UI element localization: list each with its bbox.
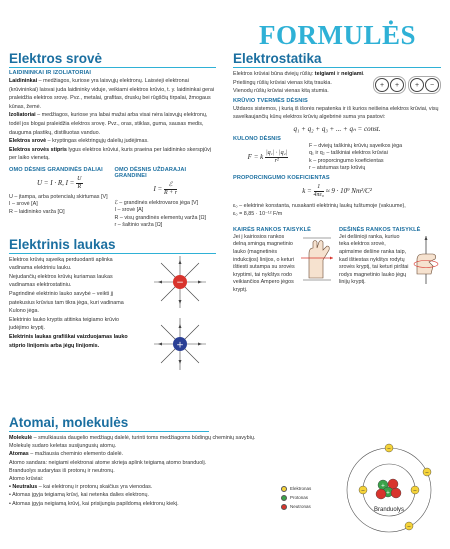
negative-charge-sign: − xyxy=(176,277,184,288)
atoms-line: Molekulė – smulkiausia daugelio medžiagų dalelė, turinti toms medžiagoms būdingų cheminių savybių. xyxy=(9,435,256,441)
charge-plus-icon: + xyxy=(390,78,404,92)
electric-field-block xyxy=(9,256,216,351)
conductors-paragraph: Laidininkai – medžiagos, kuriose yra laisvųjų elektronų. Laisvieji elektronai (krūvininkai) laisvai juda laidininky viduje, veikiami elektros krūvio, t. y. laidininkai gerai praleidžia elektros srovę. Pvz., metalai, grafitas, druskų bei rūgščių tirpalai, žmogaus kūnas, žemė. xyxy=(9,78,215,110)
right-hand-rule-heading: DEŠINĖS RANKOS TAISYKLĖ xyxy=(339,226,421,233)
epsilon-value: ε₀ = 8,85 · 10⁻¹² F/m xyxy=(233,211,283,218)
left-column xyxy=(9,52,216,350)
page-title: FORMULĖS xyxy=(258,20,416,50)
svg-text:−: − xyxy=(386,446,392,452)
charge-plus-icon: + xyxy=(375,78,389,92)
svg-text:+: + xyxy=(380,483,386,489)
coulomb-legend: F – dviejų taškinių krūvių sąveikos jėga q₁ ir q₂ – taškiniai elektros krūviai k – proporcingumo koeficientas r – atstumas tarp krūvių xyxy=(309,142,403,172)
left-hand-rule-heading: KAIRĖS RANKOS TAISYKLĖ xyxy=(233,226,311,233)
right-hand-icon xyxy=(411,234,441,286)
epsilon-definition: ε₀ – elektrinė konstanta, nusakanti elektrinių laukų tuštumoje (vakuume), xyxy=(233,202,406,209)
positive-charge-sign: + xyxy=(176,340,184,351)
svg-text:−: − xyxy=(412,488,418,494)
neutron-legend-icon xyxy=(281,504,287,510)
coulomb-formula: F = k $\frac{\text{|q₁| · |q₂|}}{\text{r²}}$ xyxy=(247,150,288,165)
atoms-text xyxy=(9,434,269,508)
right-hand-rule-text: Jei dešinioji ranka, kuriuo teka elektros srovė, apimsime dešine ranka taip, kad ištiestas nykštys rodytų srovės kryptį, tai keturi pirštai rodys magnetinio lauko jėgų linijų kryptį. xyxy=(339,233,409,286)
atom-diagram xyxy=(281,438,441,548)
nucleus xyxy=(376,479,401,499)
charge-pairs-illustration xyxy=(373,76,441,94)
ohm-partial-formula: U = I · R, I = $\frac{U}{R}$ xyxy=(36,175,82,190)
ohm-full-heading: OMO DĖSNIS UŽDARAJAI GRANDINEI xyxy=(114,166,187,179)
coulomb-block xyxy=(233,143,441,173)
ohm-full-formula: I = $\frac{\text{ℰ}}{R + r}$ xyxy=(153,181,178,196)
atoms-section xyxy=(9,415,441,530)
electron-legend-icon xyxy=(281,486,287,492)
electrostatics-heading: Elektrostatika xyxy=(233,52,441,68)
conservation-heading: KRŪVIO TVERMĖS DĖSNIS xyxy=(233,97,308,104)
ohm-full xyxy=(115,165,217,230)
electric-field-text: Elektros krūvių sąveiką perduodanti aplinka vadinama elektriniu lauku. Nejudančių elektros krūvių kuriamas laukas vadinamas elektrostatiniu. Pagrindinė elektrinio lauko savybė – veikti jį patekusius krūvius tam tikra jėga, kuri vadinama Kulono jėga. Elektrinio lauko kryptis atitinka teigiamo krūvio judėjimo kryptį. Elektrinis laukas grafiškai vaizduojamas lauko stiprio linijomis arba jėgų linijomis. xyxy=(9,256,128,349)
svg-text:+: + xyxy=(385,490,391,496)
svg-text:−: − xyxy=(406,524,412,530)
current-definition: Elektros srovė – kryptingas elektringųjų dalelių judėjimas. xyxy=(9,138,149,145)
left-hand-rule-text: Jei į kairiosios rankos delną smingą magnetinio lauko (magnetinės indukcijos) linijos, o keturi ištiesti sutampa su srovės kryptimi, tai nykštys rodo veikiančios Ampero jėgos kryptį. xyxy=(233,233,295,293)
ohm-laws xyxy=(9,165,216,230)
proportionality-formula: k = $\frac{1}{\text{4πε₀}}$ ≈ 9 · 10⁹ Nm²/C² xyxy=(302,183,372,198)
ohm-full-legend: ℰ – grandinės elektrovaros jėga [V] I – srovė [A] R – visų grandinės elementų varža [Ω] r – šaltinio varža [Ω] xyxy=(114,199,207,229)
svg-text:−: − xyxy=(360,488,366,494)
charge-types: Elektros krūviai būna dviejų rūšių: teigiami ir neigiami. xyxy=(233,71,365,77)
current-strength: Elektros srovės stipris lygus elektros krūviui, kuris praeina per laidininko skerspjūvį per laiko vienetą. xyxy=(9,146,211,162)
nucleus-label: Branduolys xyxy=(373,507,405,513)
atom-legend xyxy=(281,484,311,511)
right-column xyxy=(233,52,441,295)
rule-same: Vienodų rūšių krūviai vienas kitą stumia. xyxy=(233,88,329,95)
coulomb-heading: KULONO DĖSNIS xyxy=(233,135,281,142)
charge-minus-icon: − xyxy=(425,78,439,92)
atoms-line: Molekulę sudaro keletas susijungusių atomų. xyxy=(9,443,117,450)
legend-electron: Elektronas xyxy=(281,484,311,493)
legend-neutron: Neutronas xyxy=(281,502,311,511)
atom-svg xyxy=(339,438,439,538)
left-hand-icon xyxy=(299,234,335,286)
charge-plus-icon: + xyxy=(410,78,424,92)
atoms-heading: Atomai, molekulės xyxy=(9,416,209,432)
proton-legend-icon xyxy=(281,495,287,501)
atoms-line: • Atomas įgyja neigiamą krūvį, kai prisijungia papildomą elektronų kiekį. xyxy=(9,500,179,507)
electric-current-heading: Elektros srovė xyxy=(9,52,216,68)
insulators-paragraph: Izoliatoriai – medžiagos, kuriose yra labai mažai arba visai nėra laisvųjų elektronų, todėl jos blogai praleidžia elektros srovę. Pvz., oras, stiklas, guma, sausas medis, dauguma plastikų, distiliuotas vanduo. xyxy=(9,112,208,136)
legend-proton: Protonas xyxy=(281,493,311,502)
right-hand-rule xyxy=(339,225,441,295)
conductors-subheading: LAIDININKAI IR IZOLIATORIAI xyxy=(9,70,92,76)
atoms-line: Atomas – mažiausia cheminio elemento dalelė. xyxy=(9,451,124,458)
electrostatics-intro xyxy=(233,70,441,96)
conservation-text: Uždaros sistemos, į kurią iš išorės nepatenka ir iš kurios neišeina elektros krūviai, visų savelkaujančių kūnų elektros krūvių algebrinė suma yra pastovi: xyxy=(233,105,439,121)
atoms-line: Atomo sandara: neigiami elektronai atome skrieja aplink teigiamą atomo branduolį. xyxy=(9,459,207,466)
field-lines-diagram xyxy=(143,252,217,376)
atoms-line: Branduolys sudarytas iš protonų ir neutronų. xyxy=(9,467,115,474)
rule-opposite: Priešingų rūšių krūviai vienas kitą traukia. xyxy=(233,79,332,86)
atoms-line: • Atomas įgyja teigiamą krūvį, kai netenka dalies elektronų. xyxy=(9,492,150,499)
ohm-partial xyxy=(9,165,111,230)
hand-rules xyxy=(233,225,441,295)
svg-text:−: − xyxy=(424,470,430,476)
atoms-line: Atomo krūviai: xyxy=(9,476,44,483)
left-hand-rule xyxy=(233,225,335,295)
electric-field-heading: Elektrinis laukas xyxy=(9,238,216,254)
proportionality-heading: PROPORCINGUMO KOEFICIENTAS xyxy=(233,174,330,181)
ohm-partial-heading: OMO DĖSNIS GRANDINĖS DALIAI xyxy=(9,166,103,173)
ohm-partial-legend: U – įtampa, arba potencialų skirtumas [V] I – srovė [A] R – laidininko varža [Ω] xyxy=(9,193,108,215)
conservation-formula: q₁ + q₂ + q₃ + ... + qₙ = const. xyxy=(293,124,381,133)
atoms-line: • Neutralus – kai elektronų ir protonų skaičius yra vienodas. xyxy=(9,484,153,491)
